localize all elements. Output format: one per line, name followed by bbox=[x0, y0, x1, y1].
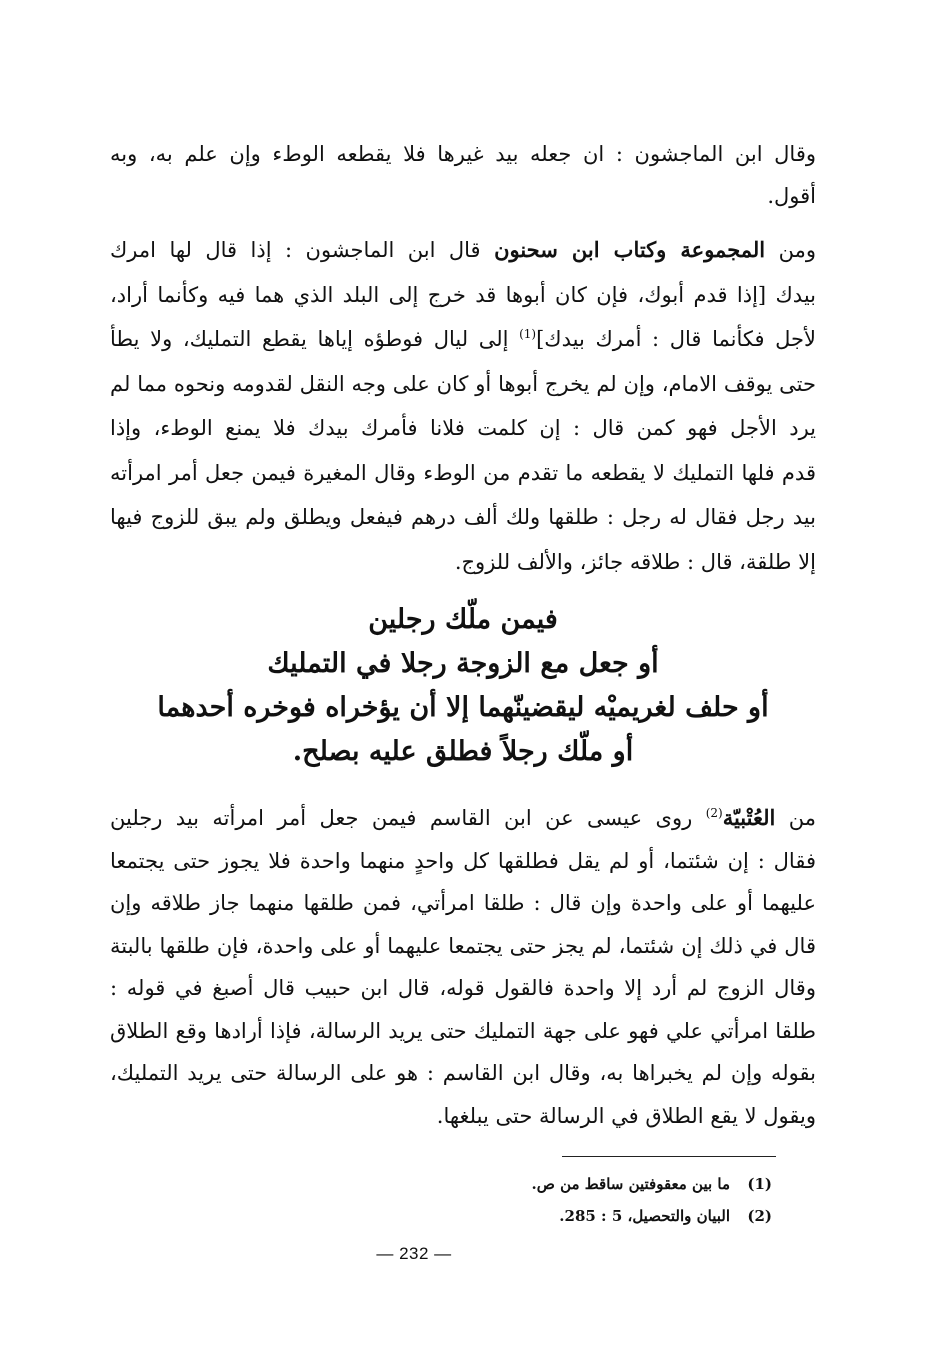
text-line: وقال ابن الماجشون : ان جعله بيد غيرها فلا يقطعه الوطء وإن علم به، وبه bbox=[110, 142, 816, 166]
footnote-text: ما بين معقوفتين ساقط من ص. bbox=[531, 1175, 730, 1193]
paragraph-ibn-majishun bbox=[110, 133, 816, 217]
paragraph-majmua bbox=[110, 228, 816, 584]
heading-line: أو ملّك رجلاً فطلق عليه بصلح. bbox=[292, 736, 634, 767]
text-fragment: من bbox=[775, 806, 816, 830]
text-fragment: لأجل فكأنما قال : أمرك بيدك] bbox=[536, 327, 816, 351]
text-line: وقال الزوج لم أرد إلا واحدة فالقول قوله، قال ابن حبيب قال أصبغ في قوله : bbox=[110, 976, 816, 1000]
section-heading bbox=[110, 598, 816, 774]
text-line: حتى يوقف الامام، وإن لم يخرج أبوها أو كان على وجه النقل لقدومه ونحوه مما لم bbox=[110, 371, 816, 396]
text-line: بقوله وإن لم يخبراها به، وقال ابن القاسم : هو على الرسالة حتى يريد التمليك، bbox=[110, 1061, 816, 1085]
book-title-reference: المجموعة وكتاب ابن سحنون bbox=[494, 237, 766, 262]
text-line: قدم فلها التمليك لا يقطعه ما تقدم من الوطء وقال المغيرة فيمن جعل أمر امرأته bbox=[110, 460, 816, 485]
footnote-item bbox=[430, 1168, 772, 1200]
text-line: بيد رجل فقال له رجل : طلقها ولك ألف درهم فيفعل ويطلق ولم يبق للزوج فيها bbox=[110, 505, 816, 529]
footnote-text: البيان والتحصيل، 5 : 285. bbox=[559, 1207, 730, 1225]
footnote-item bbox=[430, 1200, 772, 1232]
footnote-number: (1) bbox=[747, 1175, 772, 1193]
text-line: ويقول لا يقع الطلاق في الرسالة حتى يبلغها. bbox=[436, 1103, 816, 1128]
text-line: طلقا امرأتي علي فهو على جهة التمليك حتى يريد الرسالة، فإذا أرادها وقع الطلاق bbox=[110, 1018, 816, 1043]
heading-line: فيمن ملّك رجلين bbox=[368, 604, 558, 635]
text-line: يرد الأجل فهو كمن قال : إن كلمت فلانا فأمرك بيدك فلا يمنع الوطء، وإذا bbox=[110, 416, 816, 440]
text-fragment: قال ابن الماجشون : إذا قال لها امرك bbox=[110, 238, 481, 262]
book-title-reference: العُتْبيّة bbox=[722, 805, 776, 830]
text-line bbox=[110, 228, 816, 273]
text-line: إلا طلقة، قال : طلاقه جائز، والألف للزوج. bbox=[454, 549, 816, 574]
heading-line: أو حلف لغريميْه ليقضينّهما إلا أن يؤخراه فوخره أحدهما bbox=[157, 692, 769, 723]
footnote-marker: (1) bbox=[519, 327, 537, 341]
text-fragment: روى عيسى عن ابن القاسم فيمن جعل أمر امرأته بيد رجلين bbox=[110, 806, 706, 830]
text-fragment: إلى ليال فوطؤه إياها يقطع التمليك، ولا يطأ bbox=[110, 327, 520, 351]
text-line: عليهما أو على واحدة وإن قال : طلقا امرأتي، فمن طلقها منهما جاز طلاقه وإن bbox=[110, 891, 816, 915]
text-line bbox=[110, 317, 816, 362]
text-line: أقول. bbox=[767, 184, 816, 208]
footnote-number: (2) bbox=[747, 1207, 772, 1225]
text-fragment: ومن bbox=[778, 238, 816, 262]
text-line bbox=[110, 797, 816, 840]
text-line: فقال : إن شئتما، أو لم يقل فطلقها كل واحدٍ منهما واحدة فلا يجوز حتى يجتمعا bbox=[110, 848, 816, 873]
footnote-separator bbox=[562, 1156, 776, 1157]
heading-line: أو جعل مع الزوجة رجلا في التمليك bbox=[267, 648, 659, 679]
text-line: بيدك [إذا قدم أبوك، فإن كان أبوها قد خرج إلى البلد الذي هما فيه وكأنما أراد، bbox=[110, 282, 816, 307]
text-line: قال في ذلك إن شئتما، لم يجز حتى يجتمعا عليهما أو على واحدة، فإن طلقها بالبتة bbox=[110, 933, 816, 958]
paragraph-utbiyya bbox=[110, 797, 816, 1137]
footnotes bbox=[430, 1168, 772, 1232]
footnote-marker: (2) bbox=[705, 806, 723, 820]
page-number: — 232 — bbox=[376, 1244, 452, 1263]
